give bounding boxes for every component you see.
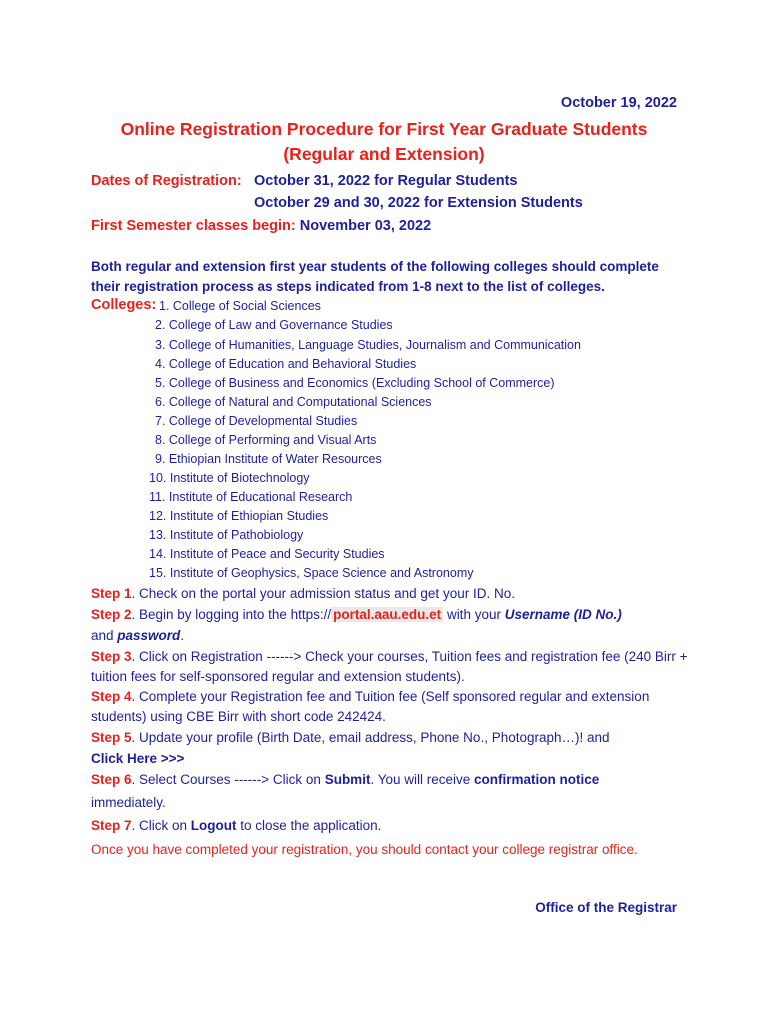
step-2-text: . Begin by logging into the https:// [131, 607, 332, 622]
step-2-cont [91, 626, 691, 646]
step-5 [91, 728, 691, 748]
step-4 [91, 687, 691, 727]
step-2-label: Step 2 [91, 607, 132, 622]
registration-date-regular: October 31, 2022 for Regular Students [254, 173, 518, 189]
college-item: 4. College of Education and Behavioral Studies [155, 357, 417, 371]
college-item: 5. College of Business and Economics (Excluding School of Commerce) [155, 376, 555, 390]
step-6-text: . Select Courses ------> Click on [131, 772, 325, 787]
step-2-period: . [180, 628, 185, 643]
colleges-heading-text: Colleges [91, 297, 152, 313]
step-3 [91, 647, 691, 687]
college-item: 2. College of Law and Governance Studies [155, 318, 393, 332]
step-5-text: . Update your profile (Birth Date, email address, Phone No., Photograph…)! and [131, 730, 610, 745]
step-3-text: . Click on Registration ------> Check your courses, Tuition fees and registration fee (240 Birr + tuition fees for self-sponsored regular and extension students). [91, 649, 688, 684]
portal-link[interactable]: portal.aau.edu.et [333, 607, 442, 622]
semester-start-label: First Semester classes begin: [91, 218, 296, 234]
college-item: 11. Institute of Educational Research [149, 490, 353, 504]
step-3-label: Step 3 [91, 649, 132, 664]
step-7-close: to close the application. [236, 818, 382, 833]
step-6 [91, 770, 691, 790]
office-signature: Office of the Registrar [535, 900, 677, 915]
college-item: 9. Ethiopian Institute of Water Resources [155, 452, 382, 466]
closing-note: Once you have completed your registration, you should contact your college registrar office. [91, 842, 638, 857]
step-2-and: and [91, 628, 118, 643]
college-item: 6. College of Natural and Computational Sciences [155, 395, 432, 409]
college-item: 15. Institute of Geophysics, Space Science and Astronomy [149, 566, 474, 580]
step-6-receive: . You will receive [370, 772, 474, 787]
step-4-label: Step 4 [91, 689, 132, 704]
step-7-logout: Logout [190, 818, 237, 833]
step-6-submit: Submit [324, 772, 371, 787]
document-date: October 19, 2022 [560, 95, 677, 111]
step-2 [91, 605, 691, 625]
document-title: Online Registration Procedure for First Year Graduate Students [120, 119, 648, 139]
step-2-password: password [117, 628, 181, 643]
step-7-label: Step 7 [91, 818, 132, 833]
step-5-label: Step 5 [91, 730, 132, 745]
registration-dates-label: Dates of Registration: [91, 173, 242, 189]
document-subtitle: (Regular and Extension) [283, 144, 485, 164]
step-7-text: . Click on [131, 818, 191, 833]
click-here-link[interactable]: Click Here >>> [91, 751, 185, 766]
semester-start-date: November 03, 2022 [299, 218, 432, 234]
step-6-end: immediately. [91, 795, 166, 810]
college-item: 8. College of Performing and Visual Arts [155, 433, 377, 447]
semester-start [91, 218, 431, 234]
college-item: 12. Institute of Ethiopian Studies [149, 509, 329, 523]
step-1-label: Step 1 [91, 586, 132, 601]
step-6-label: Step 6 [91, 772, 132, 787]
step-6-confirmation: confirmation notice [474, 772, 600, 787]
step-1-text: . Check on the portal your admission status and get your ID. No. [131, 586, 515, 601]
step-2-username: Username (ID No.) [504, 607, 622, 622]
step-7 [91, 816, 691, 836]
step-2-with: with your [443, 607, 505, 622]
colleges-heading [91, 297, 156, 313]
college-item: 14. Institute of Peace and Security Studies [149, 547, 385, 561]
step-1 [91, 584, 691, 604]
college-item: 1. College of Social Sciences [159, 299, 321, 313]
college-item: 3. College of Humanities, Language Studies, Journalism and Communication [155, 338, 581, 352]
intro-paragraph: Both regular and extension first year students of the following colleges should complete their registration process as steps indicated from 1-8 next to the list of colleges. [91, 259, 659, 294]
college-item: 7. College of Developmental Studies [155, 414, 358, 428]
college-item: 13. Institute of Pathobiology [149, 528, 304, 542]
step-4-text: . Complete your Registration fee and Tuition fee (Self sponsored regular and extension students) using CBE Birr with short code 242424. [91, 689, 650, 724]
registration-date-extension: October 29 and 30, 2022 for Extension Students [254, 195, 583, 211]
college-item: 10. Institute of Biotechnology [149, 471, 310, 485]
colleges-heading-colon: : [151, 297, 157, 313]
